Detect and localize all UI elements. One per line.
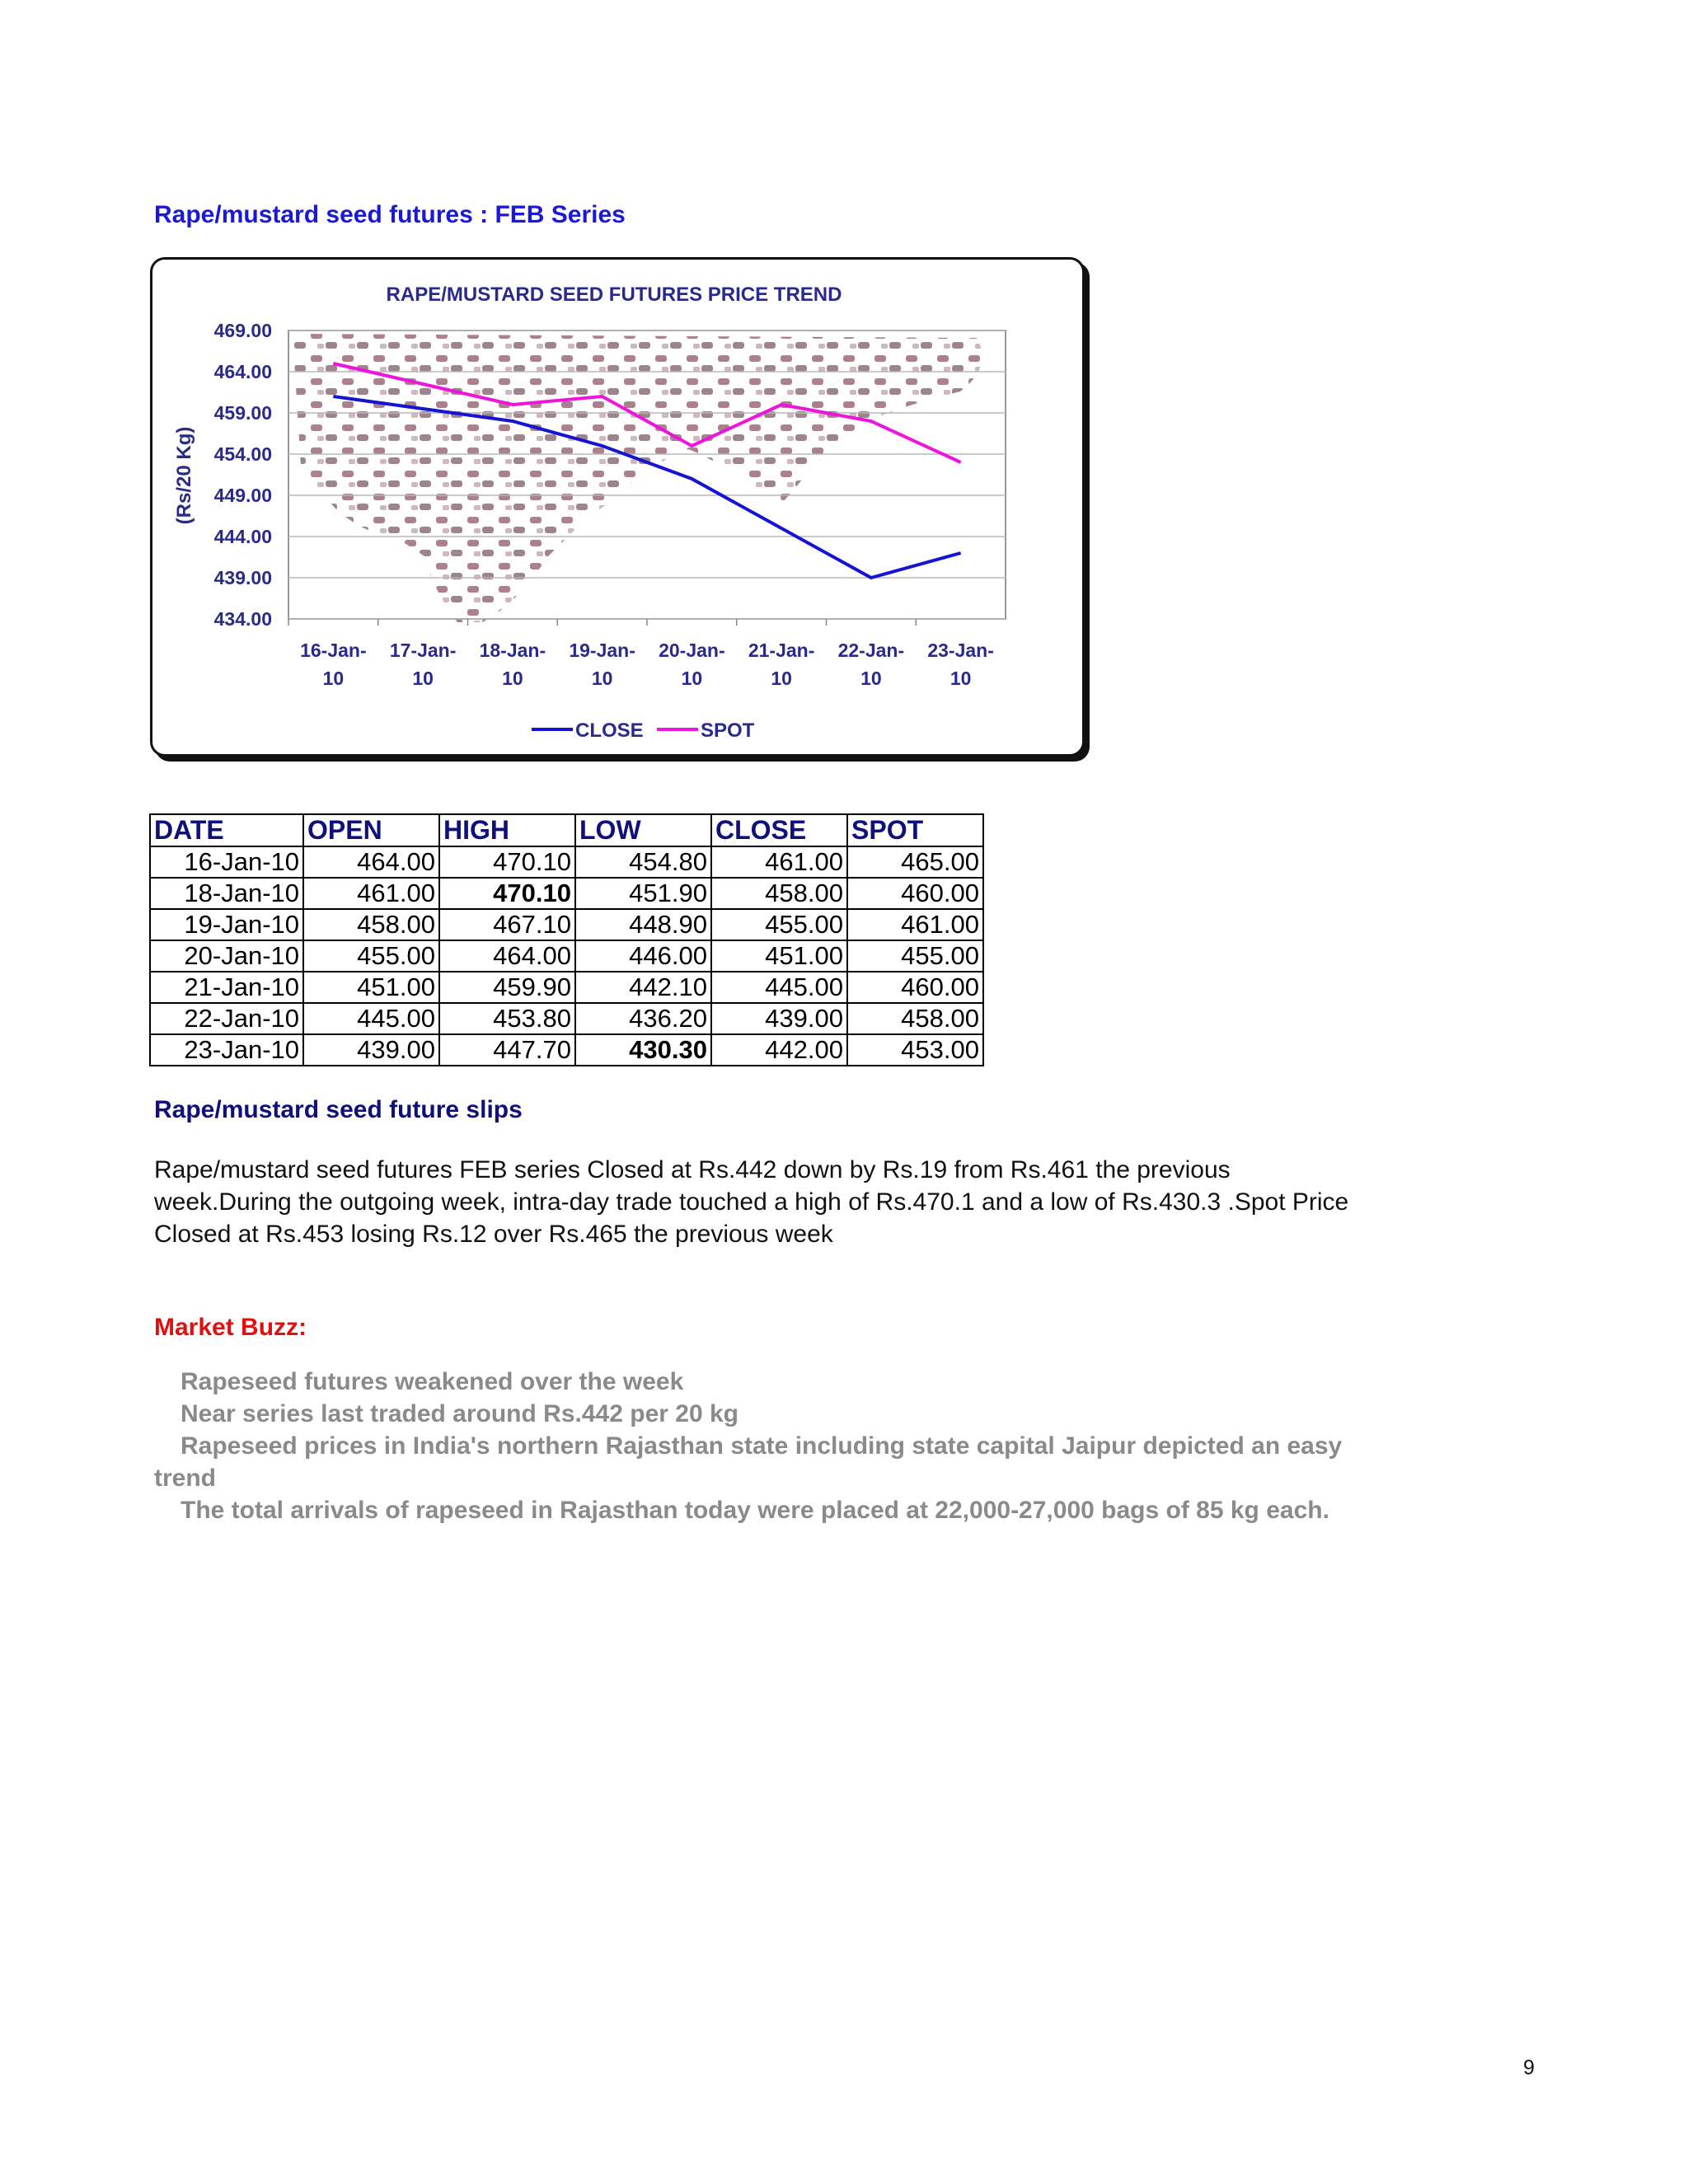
table-row xyxy=(150,940,983,972)
table-cell: 455.00 xyxy=(303,940,439,972)
table-cell: 470.10 xyxy=(439,846,575,878)
table-row xyxy=(150,878,983,909)
market-buzz-title: Market Buzz: xyxy=(154,1314,307,1341)
table-cell: 458.00 xyxy=(847,1003,983,1034)
price-table xyxy=(149,813,984,1066)
table-cell: 455.00 xyxy=(711,909,847,940)
table-cell: 436.20 xyxy=(575,1003,711,1034)
x-tick-label: 10 xyxy=(322,668,345,689)
x-tick-label: 10 xyxy=(771,668,792,689)
y-tick-label: 439.00 xyxy=(213,567,272,588)
y-tick-label: 464.00 xyxy=(213,361,272,382)
table-cell: 446.00 xyxy=(575,940,711,972)
x-tick-label: 10 xyxy=(950,668,972,689)
table-cell: 447.70 xyxy=(439,1034,575,1066)
table-cell: 459.90 xyxy=(439,972,575,1003)
table-cell: 442.00 xyxy=(711,1034,847,1066)
table-row xyxy=(150,909,983,940)
chart-canvas xyxy=(152,260,1082,754)
table-cell: 465.00 xyxy=(847,846,983,878)
table-cell: 453.00 xyxy=(847,1034,983,1066)
table-cell: 461.00 xyxy=(711,846,847,878)
table-cell: 19-Jan-10 xyxy=(150,909,303,940)
table-cell: 464.00 xyxy=(303,846,439,878)
table-cell: 451.00 xyxy=(711,940,847,972)
y-tick-label: 434.00 xyxy=(213,608,272,630)
price-trend-chart xyxy=(150,257,1085,757)
table-header-row xyxy=(150,814,983,846)
table-header: SPOT xyxy=(847,814,983,846)
market-buzz-list xyxy=(154,1366,1357,1526)
table-header: DATE xyxy=(150,814,303,846)
slips-paragraph: Rape/mustard seed futures FEB series Closed at Rs.442 down by Rs.19 from Rs.461 the previous week.During the outgoing week, intra-day trade touched a high of Rs.470.1 and a low of Rs.430.3 .Spot Price Closed at Rs.453 losing Rs.12 over Rs.465 the previous week xyxy=(154,1156,1349,1248)
chart-title: RAPE/MUSTARD SEED FUTURES PRICE TREND xyxy=(386,284,842,306)
table-row xyxy=(150,846,983,878)
table-row xyxy=(150,1034,983,1066)
table-cell: 461.00 xyxy=(847,909,983,940)
table-cell: 16-Jan-10 xyxy=(150,846,303,878)
buzz-item: The total arrivals of rapeseed in Rajasthan today were placed at 22,000-27,000 bags of 85 kg each. xyxy=(181,1497,1329,1524)
table-cell: 451.90 xyxy=(575,878,711,909)
table-cell: 445.00 xyxy=(711,972,847,1003)
table-row xyxy=(150,1003,983,1034)
table-cell: 453.80 xyxy=(439,1003,575,1034)
table-cell: 454.80 xyxy=(575,846,711,878)
page-number: 9 xyxy=(1523,2056,1535,2079)
table-cell: 467.10 xyxy=(439,909,575,940)
x-tick-label: 10 xyxy=(412,668,434,689)
buzz-item: Rapeseed futures weakened over the week xyxy=(181,1368,684,1395)
table-header: LOW xyxy=(575,814,711,846)
table-cell: 464.00 xyxy=(439,940,575,972)
table-cell: 458.00 xyxy=(303,909,439,940)
table-cell: 22-Jan-10 xyxy=(150,1003,303,1034)
x-tick-label: 10 xyxy=(860,668,882,689)
table-cell: 445.00 xyxy=(303,1003,439,1034)
table-cell: 23-Jan-10 xyxy=(150,1034,303,1066)
table-cell: 442.10 xyxy=(575,972,711,1003)
table-cell: 461.00 xyxy=(303,878,439,909)
table-cell: 460.00 xyxy=(847,878,983,909)
x-tick-label: 10 xyxy=(681,668,703,689)
x-tick-label: 19-Jan- xyxy=(569,640,635,661)
x-tick-label: 23-Jan- xyxy=(927,640,994,661)
buzz-item: Rapeseed prices in India's northern Rajasthan state including state capital Jaipur depicted an easy trend xyxy=(154,1432,1343,1492)
table-cell: 430.30 xyxy=(575,1034,711,1066)
table-cell: 460.00 xyxy=(847,972,983,1003)
table-cell: 21-Jan-10 xyxy=(150,972,303,1003)
table-cell: 439.00 xyxy=(711,1003,847,1034)
x-tick-label: 17-Jan- xyxy=(389,640,457,661)
table-cell: 448.90 xyxy=(575,909,711,940)
table-cell: 455.00 xyxy=(847,940,983,972)
slips-title: Rape/mustard seed future slips xyxy=(154,1096,523,1123)
table-cell: 451.00 xyxy=(303,972,439,1003)
buzz-item: Near series last traded around Rs.442 per 20 kg xyxy=(181,1400,738,1427)
y-tick-label: 444.00 xyxy=(213,526,272,547)
x-tick-label: 10 xyxy=(591,668,613,689)
table-header: HIGH xyxy=(439,814,575,846)
x-tick-label: 10 xyxy=(502,668,523,689)
y-axis-label: (Rs/20 Kg) xyxy=(173,426,195,525)
table-cell: 18-Jan-10 xyxy=(150,878,303,909)
x-tick-label: 16-Jan- xyxy=(300,640,367,661)
section-title: Rape/mustard seed futures : FEB Series xyxy=(154,201,626,228)
y-tick-label: 469.00 xyxy=(213,320,272,341)
table-header: OPEN xyxy=(303,814,439,846)
table-cell: 20-Jan-10 xyxy=(150,940,303,972)
legend-spot-label: SPOT xyxy=(701,719,755,742)
x-tick-label: 21-Jan- xyxy=(748,640,815,661)
legend-close-label: CLOSE xyxy=(575,719,644,742)
table-header: CLOSE xyxy=(711,814,847,846)
x-tick-label: 20-Jan- xyxy=(659,640,725,661)
table-cell: 439.00 xyxy=(303,1034,439,1066)
table-cell: 470.10 xyxy=(439,878,575,909)
y-tick-label: 454.00 xyxy=(213,443,272,465)
x-tick-label: 22-Jan- xyxy=(837,640,905,661)
y-tick-label: 459.00 xyxy=(213,402,272,424)
table-cell: 458.00 xyxy=(711,878,847,909)
legend xyxy=(532,719,755,742)
table-row xyxy=(150,972,983,1003)
x-tick-label: 18-Jan- xyxy=(479,640,546,661)
y-tick-label: 449.00 xyxy=(213,485,272,506)
